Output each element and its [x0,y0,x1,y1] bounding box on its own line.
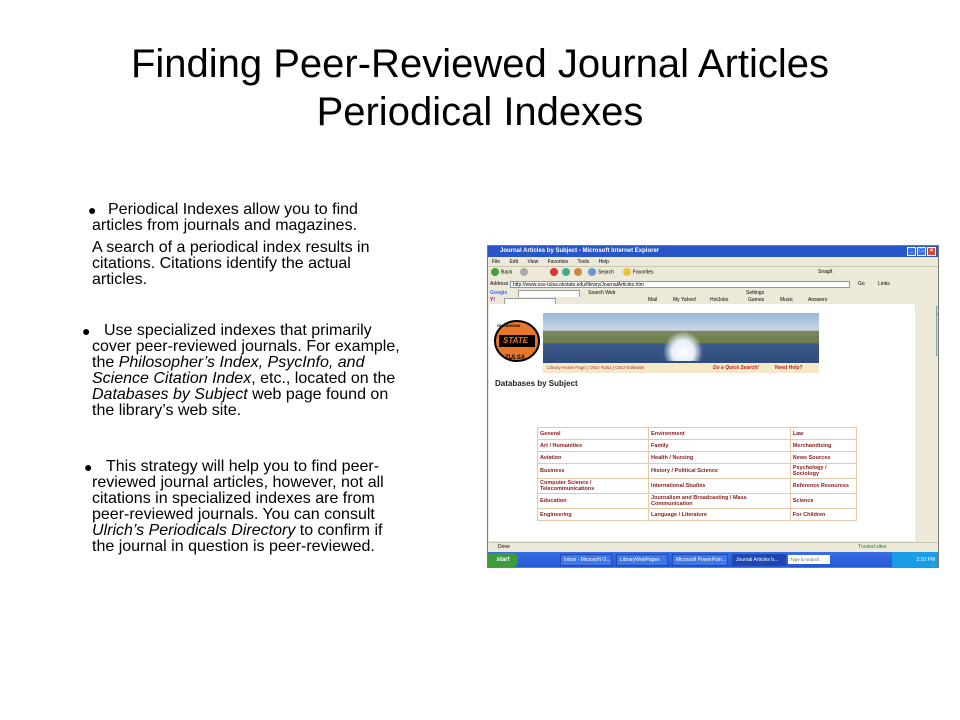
yahoo-hotjobs[interactable]: HotJobs [710,297,729,303]
go-button[interactable]: Go [858,281,865,287]
subject-link[interactable]: Journalism and Broadcasting / Mass Communication [649,494,790,508]
p3-line6: the journal in question is peer-reviewed. [92,538,375,555]
p2-line3: the Philosopher’s Index, PsycInfo, and [92,354,365,371]
p2-line6: the library’s web site. [92,402,242,419]
subject-table [537,427,857,521]
subject-link[interactable]: History / Political Science [649,464,790,478]
back-arrow-icon [491,268,499,276]
menu-bar [488,257,938,267]
yahoo-music[interactable]: Music [780,297,794,303]
task-journal-articles[interactable]: Journal Articles b... [732,554,786,566]
clock: 2:10 PM [916,557,935,563]
table-row [538,440,856,451]
logo-top-text: OKLAHOMA [497,323,521,328]
snagit-button[interactable]: SnagIt [818,269,833,275]
campus-photo [543,313,819,363]
subject-link[interactable]: Computer Science / Telecommunications [538,479,648,493]
forward-button[interactable] [520,268,530,277]
bullet-icon: ● [88,202,97,218]
vertical-scrollbar[interactable] [916,304,938,541]
need-help-link[interactable]: Need Help? [775,365,803,371]
p3-line4: peer-reviewed journals. You can consult [92,506,375,523]
library-banner [493,313,819,375]
subject-link[interactable]: Health / Nursing [649,452,790,463]
yahoo-answers[interactable]: Answers [808,297,828,303]
subject-link[interactable]: General [538,428,648,439]
menu-view[interactable]: View [527,259,539,265]
page-content [489,304,915,541]
status-zone: Trusted sites [858,544,887,550]
google-logo: Google [490,290,508,296]
subject-link[interactable]: Family [649,440,790,451]
bullet-icon: ● [84,459,93,475]
back-button[interactable]: Back [491,268,512,277]
table-row [538,428,856,439]
subject-link[interactable]: International Studies [649,479,790,493]
links-button[interactable]: Links [878,281,890,287]
menu-help[interactable]: Help [598,259,609,265]
table-row [538,464,856,478]
google-settings[interactable]: Settings [746,290,765,296]
status-done: Done [498,544,510,550]
close-icon[interactable]: × [927,247,936,256]
star-icon [623,268,631,276]
menu-tools[interactable]: Tools [577,259,590,265]
stop-icon[interactable] [550,268,560,277]
subject-link[interactable]: Reference Resources [791,479,856,493]
p3-line5: Ulrich’s Periodicals Directory to confirm if [92,522,383,539]
minimize-icon[interactable]: _ [907,247,916,256]
page-heading: Databases by Subject [495,379,578,388]
standard-toolbar [488,267,938,281]
yahoo-logo: Y! [490,297,495,303]
scroll-thumb[interactable] [936,314,939,356]
start-button[interactable]: start [488,553,518,567]
subject-link[interactable]: Engineering [538,509,648,520]
p1-line2: articles from journals and magazines. [92,217,358,234]
home-icon[interactable] [574,268,584,277]
table-row [538,479,856,493]
refresh-icon[interactable] [562,268,572,277]
address-label: Address [490,281,509,287]
taskbar-search-input[interactable]: Type to search [788,555,830,564]
subject-link[interactable]: Law [791,428,856,439]
p2-line5: Databases by Subject web page found on [92,386,389,403]
google-search-web[interactable]: Search Web [588,290,616,296]
task-library[interactable]: LibraryWebPages [616,554,668,566]
yahoo-mail[interactable]: Mail [648,297,658,303]
table-row [538,509,856,520]
search-icon [588,268,596,276]
p3-line3: citations in specialized indexes are from [92,490,375,507]
p2-line1: Use specialized indexes that primarily [104,322,372,339]
bullet-icon: ● [82,323,91,339]
task-powerpoint[interactable]: Microsoft PowerPoin... [672,554,728,566]
table-row [538,452,856,463]
browser-screenshot [487,245,939,568]
p2-line4: Science Citation Index, etc., located on the [92,370,396,387]
maximize-icon[interactable]: □ [917,247,926,256]
p3-line1: This strategy will help you to find peer- [106,458,380,475]
subject-link[interactable]: News Sources [791,452,856,463]
logo-mid-text: STATE [503,336,529,345]
subject-link[interactable]: Environment [649,428,790,439]
scroll-up-icon[interactable] [936,306,939,314]
p3-line2: reviewed journal articles, however, not all [92,474,384,491]
p1-line1: Periodical Indexes allow you to find [108,201,358,218]
task-inbox[interactable]: Inbox - Microsoft O... [560,554,612,566]
address-input[interactable]: http://www.osu-tulsa.okstate.edu/library/JournalArticles.htm [510,281,850,288]
banner-nav-links[interactable]: Library Home Page | OSU-Tulsa | OSU-Stillwater [547,365,645,370]
subject-link[interactable]: Science [791,494,856,508]
p1-line3: A search of a periodical index results in [92,239,370,256]
status-bar [488,542,938,552]
p1-line5: articles. [92,271,148,288]
menu-edit[interactable]: Edit [509,259,519,265]
banner-links-bar [543,363,819,373]
window-title: Journal Articles by Subject - Microsoft Internet Explorer [500,248,660,254]
menu-file[interactable]: File [492,259,501,265]
subject-link[interactable]: Aviation [538,452,648,463]
slide-title [0,40,960,136]
subject-link[interactable]: Education [538,494,648,508]
subject-link[interactable]: Language / Literature [649,509,790,520]
subject-link[interactable]: For Children [791,509,856,520]
logo-bottom-text: TULSA [505,355,525,361]
subject-link[interactable]: Merchandising [791,440,856,451]
p1-line4: citations. Citations identify the actual [92,255,351,272]
menu-favorites[interactable]: Favorites [547,259,569,265]
favorites-button[interactable]: Favorites [623,268,654,277]
title-line-1: Finding Peer-Reviewed Journal Articles [130,42,830,86]
subject-link[interactable]: Psychology / Sociology [791,464,856,478]
subject-link[interactable]: Business [538,464,648,478]
title-line-2: Periodical Indexes [316,90,644,134]
windows-taskbar [488,552,938,568]
quick-search-link[interactable]: Do a Quick Search! [713,365,759,371]
forward-arrow-icon [520,268,528,276]
p2-line2: cover peer-reviewed journals. For example, [92,338,400,355]
yahoo-my[interactable]: My Yahoo! [673,297,697,303]
yahoo-games[interactable]: Games [748,297,765,303]
table-row [538,494,856,508]
window-titlebar [488,246,938,257]
system-tray [892,552,938,568]
search-button[interactable]: Search [588,268,614,277]
subject-link[interactable]: Art / Humanities [538,440,648,451]
